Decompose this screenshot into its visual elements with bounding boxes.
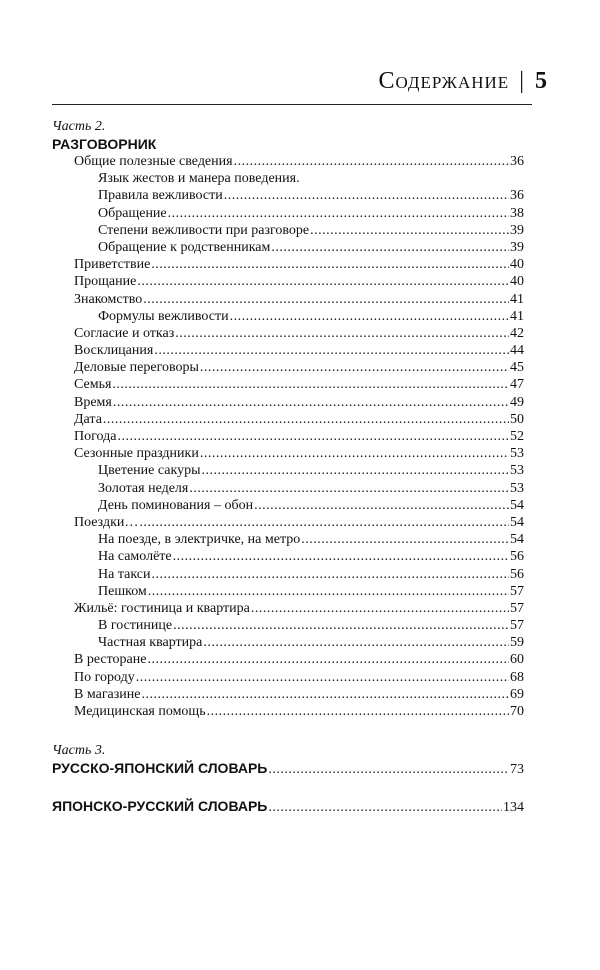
- toc-entry-page: 54: [510, 532, 524, 548]
- toc-entry[interactable]: [52, 445, 524, 462]
- toc-entry-page: 53: [510, 463, 524, 479]
- toc-entry-title: Степени вежливости при разговоре: [98, 222, 310, 238]
- leader-dots: [230, 308, 509, 325]
- toc-entry-title: Сезонные праздники: [74, 446, 199, 462]
- toc-entry-page: 47: [510, 377, 524, 393]
- toc-entry-title: В ресторане: [74, 652, 147, 668]
- leader-dots: [268, 761, 509, 779]
- toc-entry[interactable]: [52, 669, 524, 686]
- toc-entry-title: Погода: [74, 429, 117, 444]
- toc-entry[interactable]: [52, 291, 524, 308]
- leader-dots: [173, 617, 509, 634]
- toc-entry-title: Обращение к родственникам: [98, 239, 271, 255]
- leader-dots: [175, 325, 509, 342]
- toc-entry-page: 70: [510, 704, 524, 719]
- toc-entry-title: В гостинице: [98, 618, 173, 634]
- toc-entry-title: Дата: [74, 411, 102, 427]
- leader-dots: [112, 376, 509, 393]
- leader-dots: [151, 256, 509, 273]
- part-2-title: РАЗГОВОРНИК: [52, 136, 157, 152]
- toc-entry-title: По городу: [74, 669, 135, 685]
- toc-entry[interactable]: [52, 222, 524, 239]
- table-of-contents: [52, 118, 524, 815]
- leader-dots: [137, 273, 509, 290]
- toc-entry-title: Согласие и отказ: [74, 325, 175, 341]
- leader-dots: [113, 394, 509, 411]
- toc-entry[interactable]: [52, 617, 524, 634]
- toc-entry-page: 49: [510, 394, 524, 410]
- leader-dots: [207, 703, 509, 720]
- toc-entry[interactable]: [52, 548, 524, 565]
- toc-entry-title: На поезде, в электричке, на метро: [98, 532, 301, 548]
- leader-dots: [202, 462, 510, 479]
- toc-entry-page: 56: [510, 549, 524, 565]
- leader-dots: [143, 291, 509, 308]
- spacer: [52, 720, 524, 742]
- toc-entry-page: 36: [510, 188, 524, 204]
- leader-dots: [271, 239, 509, 256]
- toc-entry[interactable]: [52, 170, 524, 187]
- toc-entry-title: Приветствие: [74, 257, 151, 273]
- leader-dots: [147, 651, 509, 668]
- leader-dots: [301, 531, 509, 548]
- toc-entry[interactable]: [52, 411, 524, 428]
- toc-entry-title: Восклицания: [74, 343, 154, 359]
- toc-entry-page: 45: [510, 360, 524, 376]
- toc-entry-page: 36: [510, 154, 524, 169]
- toc-entry[interactable]: [52, 273, 524, 290]
- part-3-label: Часть 3.: [52, 743, 106, 759]
- leader-dots: [224, 187, 509, 204]
- toc-entry[interactable]: [52, 480, 524, 497]
- toc-entry-page: 39: [510, 222, 524, 238]
- toc-entry-page: 56: [510, 566, 524, 582]
- toc-entry-title: Частная квартира: [98, 635, 203, 651]
- leader-dots: [173, 548, 509, 565]
- toc-entry-title: Поездки…: [74, 514, 139, 530]
- toc-entry-title: Общие полезные сведения: [74, 154, 233, 169]
- toc-entry[interactable]: [52, 600, 524, 617]
- toc-entry-page: 57: [510, 583, 524, 599]
- leader-dots: [154, 342, 509, 359]
- toc-entry-page: 57: [510, 618, 524, 634]
- toc-entry[interactable]: [52, 531, 524, 548]
- toc-entry-page: 40: [510, 274, 524, 290]
- toc-entry-title: На самолёте: [98, 549, 172, 565]
- leader-dots: [254, 497, 509, 514]
- toc-entry-page: 50: [510, 411, 524, 427]
- leader-dots: [142, 686, 510, 703]
- toc-entry[interactable]: [52, 239, 524, 256]
- toc-entry[interactable]: [52, 497, 524, 514]
- toc-entry-page: 53: [510, 480, 524, 496]
- toc-entry-page: 44: [510, 343, 524, 359]
- toc-entry[interactable]: [52, 153, 524, 170]
- toc-entry-title: Язык жестов и манера поведения.: [98, 171, 300, 187]
- toc-entry-page: 40: [510, 257, 524, 273]
- leader-dots: [203, 634, 509, 651]
- toc-entry-title: День поминования – обон: [98, 497, 254, 513]
- spacer: [52, 777, 524, 797]
- toc-entry-japanese-russian-dictionary[interactable]: [52, 797, 524, 815]
- toc-entry-page: 68: [510, 669, 524, 685]
- leader-dots: [251, 600, 509, 617]
- page-number: 5: [535, 68, 548, 94]
- toc-entry-page: 39: [510, 239, 524, 255]
- toc-entry[interactable]: [52, 703, 524, 720]
- running-head-title: Содержание: [378, 68, 510, 94]
- leader-dots: [103, 411, 509, 428]
- running-head-separator: |: [519, 68, 525, 94]
- toc-entry-page: 52: [510, 429, 524, 444]
- running-head: [378, 68, 548, 95]
- leader-dots: [200, 359, 509, 376]
- leader-dots: [310, 222, 509, 239]
- toc-entry[interactable]: [52, 308, 524, 325]
- toc-entry-title: Золотая неделя: [98, 480, 189, 496]
- toc-entry-title: Прощание: [74, 274, 137, 290]
- toc-entry-page: 38: [510, 205, 524, 221]
- leader-dots: [136, 669, 509, 686]
- toc-entry-title: На такси: [98, 566, 151, 582]
- toc-entry[interactable]: [52, 394, 524, 411]
- leader-dots: [148, 583, 509, 600]
- toc-entry-page: 54: [510, 514, 524, 530]
- leader-dots: [139, 514, 509, 531]
- toc-entry[interactable]: [52, 359, 524, 376]
- toc-entry-title: Знакомство: [74, 291, 143, 307]
- toc-entry-title: РУССКО-ЯПОНСКИЙ СЛОВАРЬ: [52, 760, 268, 777]
- toc-entry-russian-japanese-dictionary[interactable]: [52, 759, 524, 777]
- toc-entry-title: Правила вежливости: [98, 188, 223, 204]
- toc-entry-title: Семья: [74, 377, 112, 393]
- toc-entry-title: Обращение: [98, 205, 167, 221]
- toc-entry[interactable]: [52, 342, 524, 359]
- header-rule: [52, 104, 532, 105]
- toc-entry-page: 60: [510, 652, 524, 668]
- toc-entry-title: Пешком: [98, 583, 147, 599]
- toc-entry-page: 73: [510, 762, 524, 778]
- toc-entry-page: 134: [503, 800, 524, 816]
- toc-entry[interactable]: [52, 187, 524, 204]
- toc-entry-title: Формулы вежливости: [98, 308, 229, 324]
- toc-entry-title: ЯПОНСКО-РУССКИЙ СЛОВАРЬ: [52, 798, 268, 815]
- leader-dots: [234, 153, 509, 170]
- toc-entry-page: 41: [510, 308, 524, 324]
- toc-entry-page: 69: [510, 686, 524, 702]
- leader-dots: [152, 566, 510, 583]
- leader-dots: [117, 428, 509, 445]
- part-2-label: Часть 2.: [52, 119, 106, 134]
- toc-entry[interactable]: [52, 428, 524, 445]
- leader-dots: [200, 445, 509, 462]
- toc-entry[interactable]: [52, 634, 524, 651]
- toc-entry-title: Время: [74, 394, 112, 410]
- toc-entry[interactable]: [52, 256, 524, 273]
- toc-entry[interactable]: [52, 566, 524, 583]
- toc-entry[interactable]: [52, 325, 524, 342]
- leader-dots: [168, 205, 509, 222]
- toc-entry[interactable]: [52, 462, 524, 479]
- toc-entry-title: Деловые переговоры: [74, 360, 199, 376]
- toc-entry[interactable]: [52, 514, 524, 531]
- toc-entry-title: Цветение сакуры: [98, 463, 201, 479]
- toc-entry-page: 41: [510, 291, 524, 307]
- toc-entry[interactable]: [52, 376, 524, 393]
- toc-entry-title: В магазине: [74, 686, 141, 702]
- part-2-entries: [52, 153, 524, 720]
- leader-dots: [268, 799, 502, 817]
- leader-dots: [189, 480, 509, 497]
- toc-entry[interactable]: [52, 205, 524, 222]
- toc-entry-page: 54: [510, 497, 524, 513]
- toc-entry-title: Жильё: гостиница и квартира: [74, 600, 250, 616]
- toc-entry-page: 57: [510, 600, 524, 616]
- toc-entry[interactable]: [52, 651, 524, 668]
- toc-entry-title: Медицинская помощь: [74, 704, 206, 719]
- toc-entry[interactable]: [52, 583, 524, 600]
- toc-entry-page: 42: [510, 325, 524, 341]
- toc-entry-page: 53: [510, 446, 524, 462]
- toc-entry-page: 59: [510, 635, 524, 651]
- toc-entry[interactable]: [52, 686, 524, 703]
